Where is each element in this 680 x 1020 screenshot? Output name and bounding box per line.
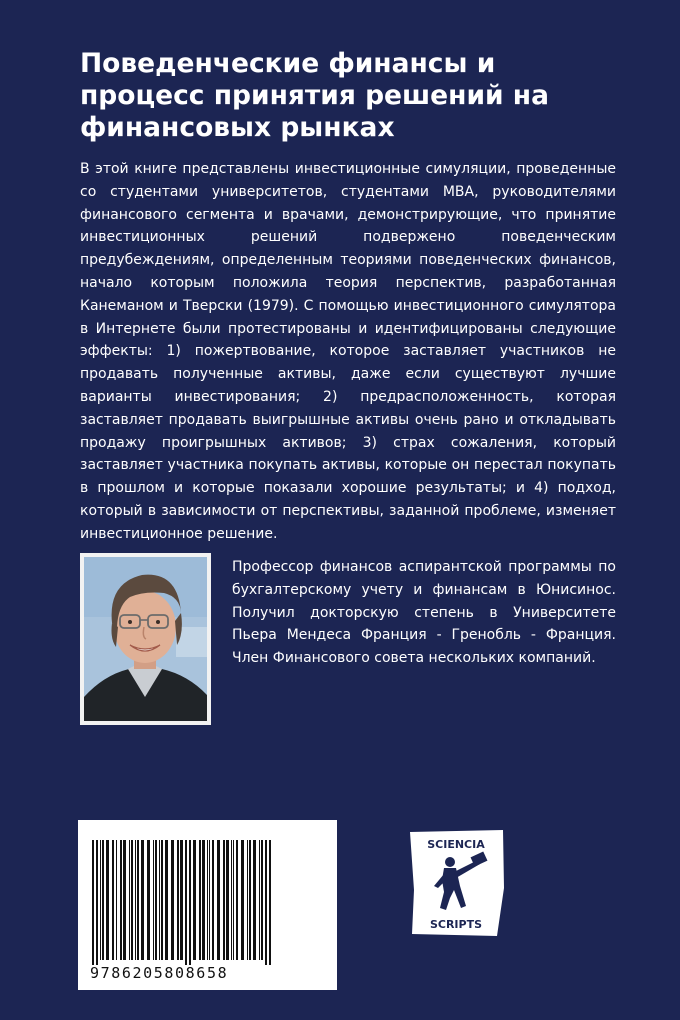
barcode-bar (207, 840, 208, 960)
publisher-logo-bottom-text: SCRIPTS (429, 918, 483, 931)
isbn-barcode (78, 820, 337, 990)
barcode-bar (96, 840, 98, 965)
barcode-bar (249, 840, 251, 960)
barcode-bars (78, 820, 337, 965)
barcode-bar (92, 840, 94, 965)
barcode-bar (161, 840, 163, 960)
barcode-bar (269, 840, 271, 965)
barcode-bar (165, 840, 168, 960)
barcode-bar (185, 840, 187, 965)
barcode-bar (233, 840, 234, 960)
barcode-bar (131, 840, 133, 960)
barcode-bar (209, 840, 210, 960)
barcode-bar (231, 840, 232, 960)
barcode-bar (265, 840, 267, 965)
barcode-bar (141, 840, 144, 960)
barcode-bar (129, 840, 130, 960)
barcode-bar (112, 840, 114, 960)
barcode-bar (116, 840, 117, 960)
barcode-bar (177, 840, 179, 960)
barcode-bar (100, 840, 101, 960)
book-title: Поведенческие финансы и процесс принятия решений на финансовых рынках (80, 48, 550, 143)
barcode-bar (199, 840, 201, 960)
barcode-bar (153, 840, 154, 960)
barcode-bar (247, 840, 248, 960)
barcode-bar (217, 840, 220, 960)
barcode-bar (241, 840, 244, 960)
barcode-bar (155, 840, 157, 960)
barcode-bar (102, 840, 104, 960)
barcode-bar (137, 840, 139, 960)
author-portrait-image (84, 557, 207, 721)
barcode-bar (253, 840, 256, 960)
barcode-bar (193, 840, 196, 960)
barcode-bar (223, 840, 225, 960)
barcode-bar (226, 840, 229, 960)
barcode-bar (135, 840, 136, 960)
author-bio: Профессор финансов аспирантской программы по бухгалтерскому учету и финансам в Юнисинос. Получил докторскую степень в Университете Пьера Мендеса Франция - Гренобль - Франция. Член Финансового совета нескольких компаний. (232, 559, 616, 667)
barcode-bar (171, 840, 174, 960)
barcode-bar (123, 840, 126, 960)
barcode-bar (236, 840, 238, 960)
barcode-bar (159, 840, 160, 960)
barcode-bar (180, 840, 183, 960)
isbn-number: 9786205808658 (90, 964, 229, 982)
author-photo (84, 557, 207, 721)
barcode-bar (189, 840, 191, 965)
barcode-bar (212, 840, 214, 960)
barcode-bar (259, 840, 260, 960)
barcode-bar (106, 840, 109, 960)
book-description: В этой книге представлены инвестиционные симуляции, проведенные со студентами университетов, студентами MBA, руководителями финансового сегмента и врачами, демонстрирующие, что принятие инвестиционных решений подвержено поведенческим предубеждениям, определенным теориями поведенческих финансов, начало которым положила теория перспектив, разработанная Канеманом и Тверски (1979). С помощью инвестиционного симулятора в Интернете были протестированы и идентифицированы следующие эффекты: 1) пожертвование, которое заставляет участников не продавать полученные активы, даже если существуют лучшие варианты инвестирования; 2) предрасположенность, которая заставляет продавать выигрышные активы очень рано и откладывать продажу проигрышных активов; 3) страх сожаления, который заставляет участника покупать активы, которые он перестал покупать в прошлом и которые показали хорошие результаты; и 4) подход, который в зависимости от перспективы, заданной проблеме, изменяет инвестиционное решение. (80, 161, 616, 542)
publisher-logo-top-text: SCIENCIA (427, 838, 485, 851)
publisher-logo (408, 828, 505, 938)
barcode-bar (120, 840, 122, 960)
barcode-bar (202, 840, 205, 960)
barcode-bar (147, 840, 150, 960)
barcode-bar (261, 840, 263, 960)
author-photo-frame (80, 553, 211, 725)
